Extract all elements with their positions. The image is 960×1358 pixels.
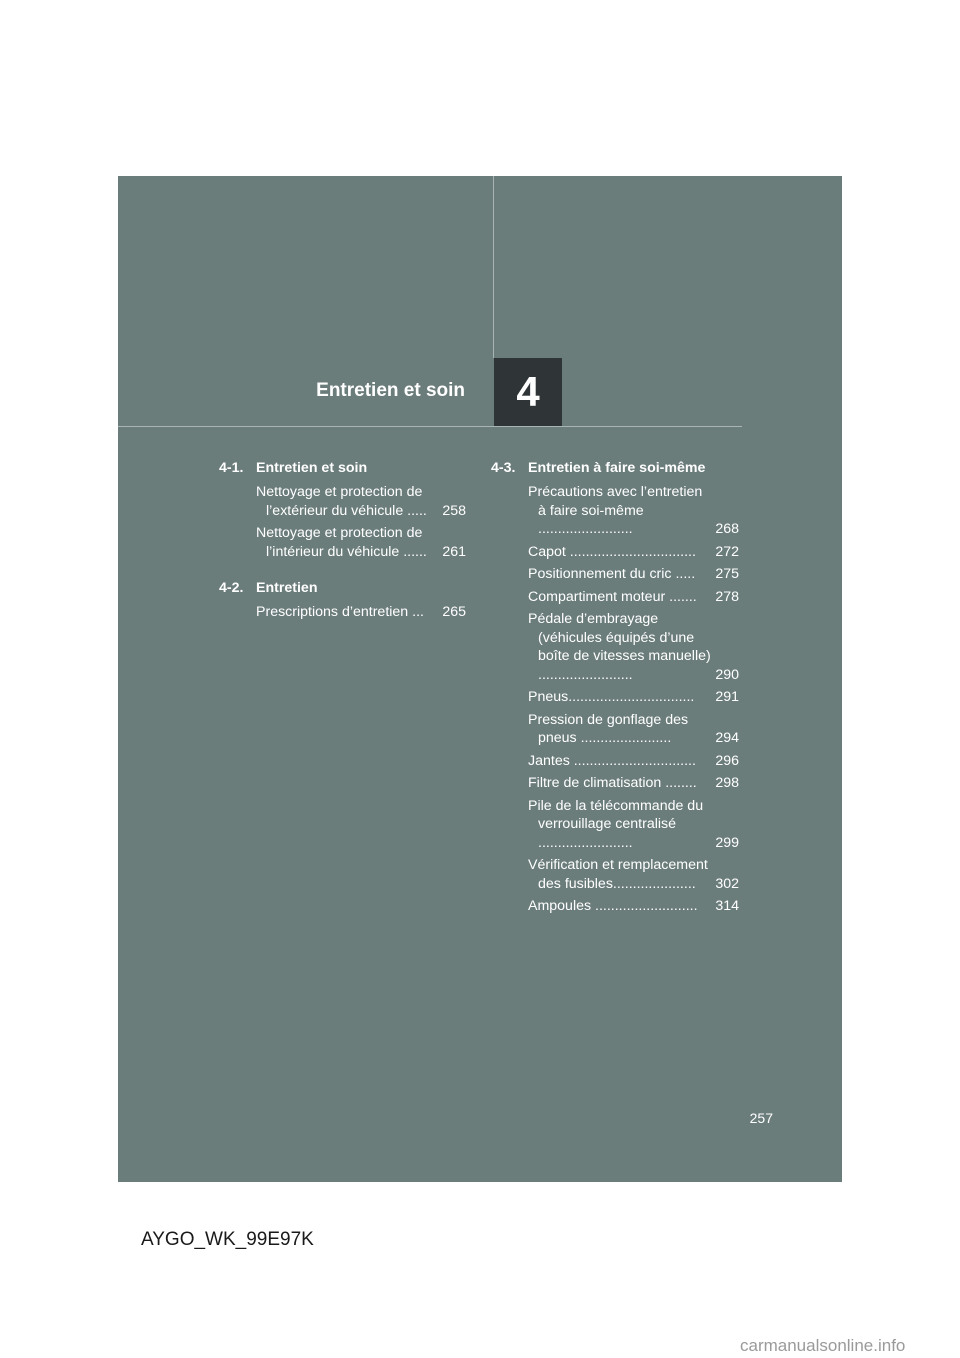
toc-entry-page: 302 bbox=[715, 875, 739, 892]
horizontal-divider bbox=[118, 426, 742, 427]
toc-entry-title: Pneus................................ bbox=[528, 689, 695, 705]
toc-entry[interactable] bbox=[256, 483, 466, 520]
toc-entry-title: Positionnement du cric ..... bbox=[528, 566, 696, 582]
chapter-number-badge: 4 bbox=[494, 358, 562, 426]
section-number: 4-1. bbox=[219, 460, 244, 476]
section-title[interactable]: Entretien et soin bbox=[256, 460, 368, 476]
section-title[interactable]: Entretien à faire soi-même bbox=[528, 460, 706, 476]
toc-entry-page: 290 bbox=[715, 666, 739, 683]
vertical-divider bbox=[493, 176, 494, 358]
toc-entry[interactable] bbox=[528, 752, 739, 771]
toc-right-column bbox=[491, 460, 739, 935]
toc-entry-title: Ampoules .......................... bbox=[528, 898, 698, 914]
chapter-title: Entretien et soin bbox=[316, 380, 465, 401]
toc-entry[interactable] bbox=[528, 774, 739, 793]
toc-entry[interactable] bbox=[528, 483, 739, 539]
toc-entry-page: 272 bbox=[715, 543, 739, 560]
toc-entry-page: 265 bbox=[442, 604, 466, 620]
toc-entry-title: Pile de la télécommande du verrouillage centralisé ........................ bbox=[528, 797, 704, 851]
toc-entry[interactable] bbox=[528, 543, 739, 562]
toc-entry-page: 268 bbox=[715, 521, 739, 537]
toc-entry-title: Pédale d’embrayage (véhicules équipés d’une boîte de vitesses manuelle) ........................ bbox=[528, 611, 711, 683]
toc-entry-title: Précautions avec l’entretien à faire soi-même ........................ bbox=[528, 484, 703, 537]
toc-entry[interactable] bbox=[528, 565, 739, 584]
toc-entry[interactable] bbox=[528, 610, 739, 684]
toc-entry[interactable] bbox=[528, 711, 739, 748]
section-number: 4-3. bbox=[491, 460, 516, 476]
document-code: AYGO_WK_99E97K bbox=[141, 1229, 314, 1250]
toc-entry-page: 278 bbox=[715, 588, 739, 605]
toc-entry-title: Compartiment moteur ....... bbox=[528, 588, 697, 605]
toc-entry[interactable] bbox=[256, 524, 466, 561]
toc-entry[interactable] bbox=[256, 603, 466, 622]
toc-entry[interactable] bbox=[528, 897, 739, 916]
toc-entry-title: Nettoyage et protection de l’extérieur du véhicule ..... bbox=[256, 484, 427, 519]
toc-entry-title: Prescriptions d’entretien ... bbox=[256, 604, 424, 620]
toc-entry[interactable] bbox=[528, 688, 739, 707]
toc-section bbox=[219, 460, 466, 561]
section-title[interactable]: Entretien bbox=[256, 580, 318, 596]
toc-entry-page: 291 bbox=[715, 689, 739, 705]
toc-entry-title: Filtre de climatisation ........ bbox=[528, 775, 697, 791]
toc-entry-page: 296 bbox=[715, 752, 739, 769]
toc-entry-title: Vérification et remplacement des fusibles..................... bbox=[528, 857, 708, 892]
toc-entry-page: 314 bbox=[715, 898, 739, 914]
toc-entry-title: Jantes ............................... bbox=[528, 752, 696, 769]
toc-entry[interactable] bbox=[528, 588, 739, 607]
toc-entry-page: 294 bbox=[715, 730, 739, 746]
toc-entry-title: Capot ................................ bbox=[528, 543, 696, 560]
toc-left-column bbox=[219, 460, 466, 641]
toc-entry-page: 258 bbox=[442, 502, 466, 519]
section-number: 4-2. bbox=[219, 580, 244, 596]
toc-section bbox=[219, 580, 466, 622]
toc-entry[interactable] bbox=[528, 856, 739, 893]
toc-entry-page: 261 bbox=[442, 543, 466, 560]
toc-entry-title: Pression de gonflage des pneus ....................... bbox=[528, 711, 689, 746]
toc-entry-page: 299 bbox=[715, 834, 739, 851]
watermark-text: carmanualsonline.info bbox=[740, 1336, 906, 1355]
toc-entry[interactable] bbox=[528, 797, 739, 853]
toc-entry-title: Nettoyage et protection de l’intérieur du véhicule ...... bbox=[256, 525, 427, 560]
toc-entry-page: 298 bbox=[715, 775, 739, 791]
page-number: 257 bbox=[749, 1110, 773, 1126]
toc-section bbox=[491, 460, 739, 916]
toc-entry-list bbox=[528, 460, 739, 916]
toc-entry-page: 275 bbox=[715, 566, 739, 582]
